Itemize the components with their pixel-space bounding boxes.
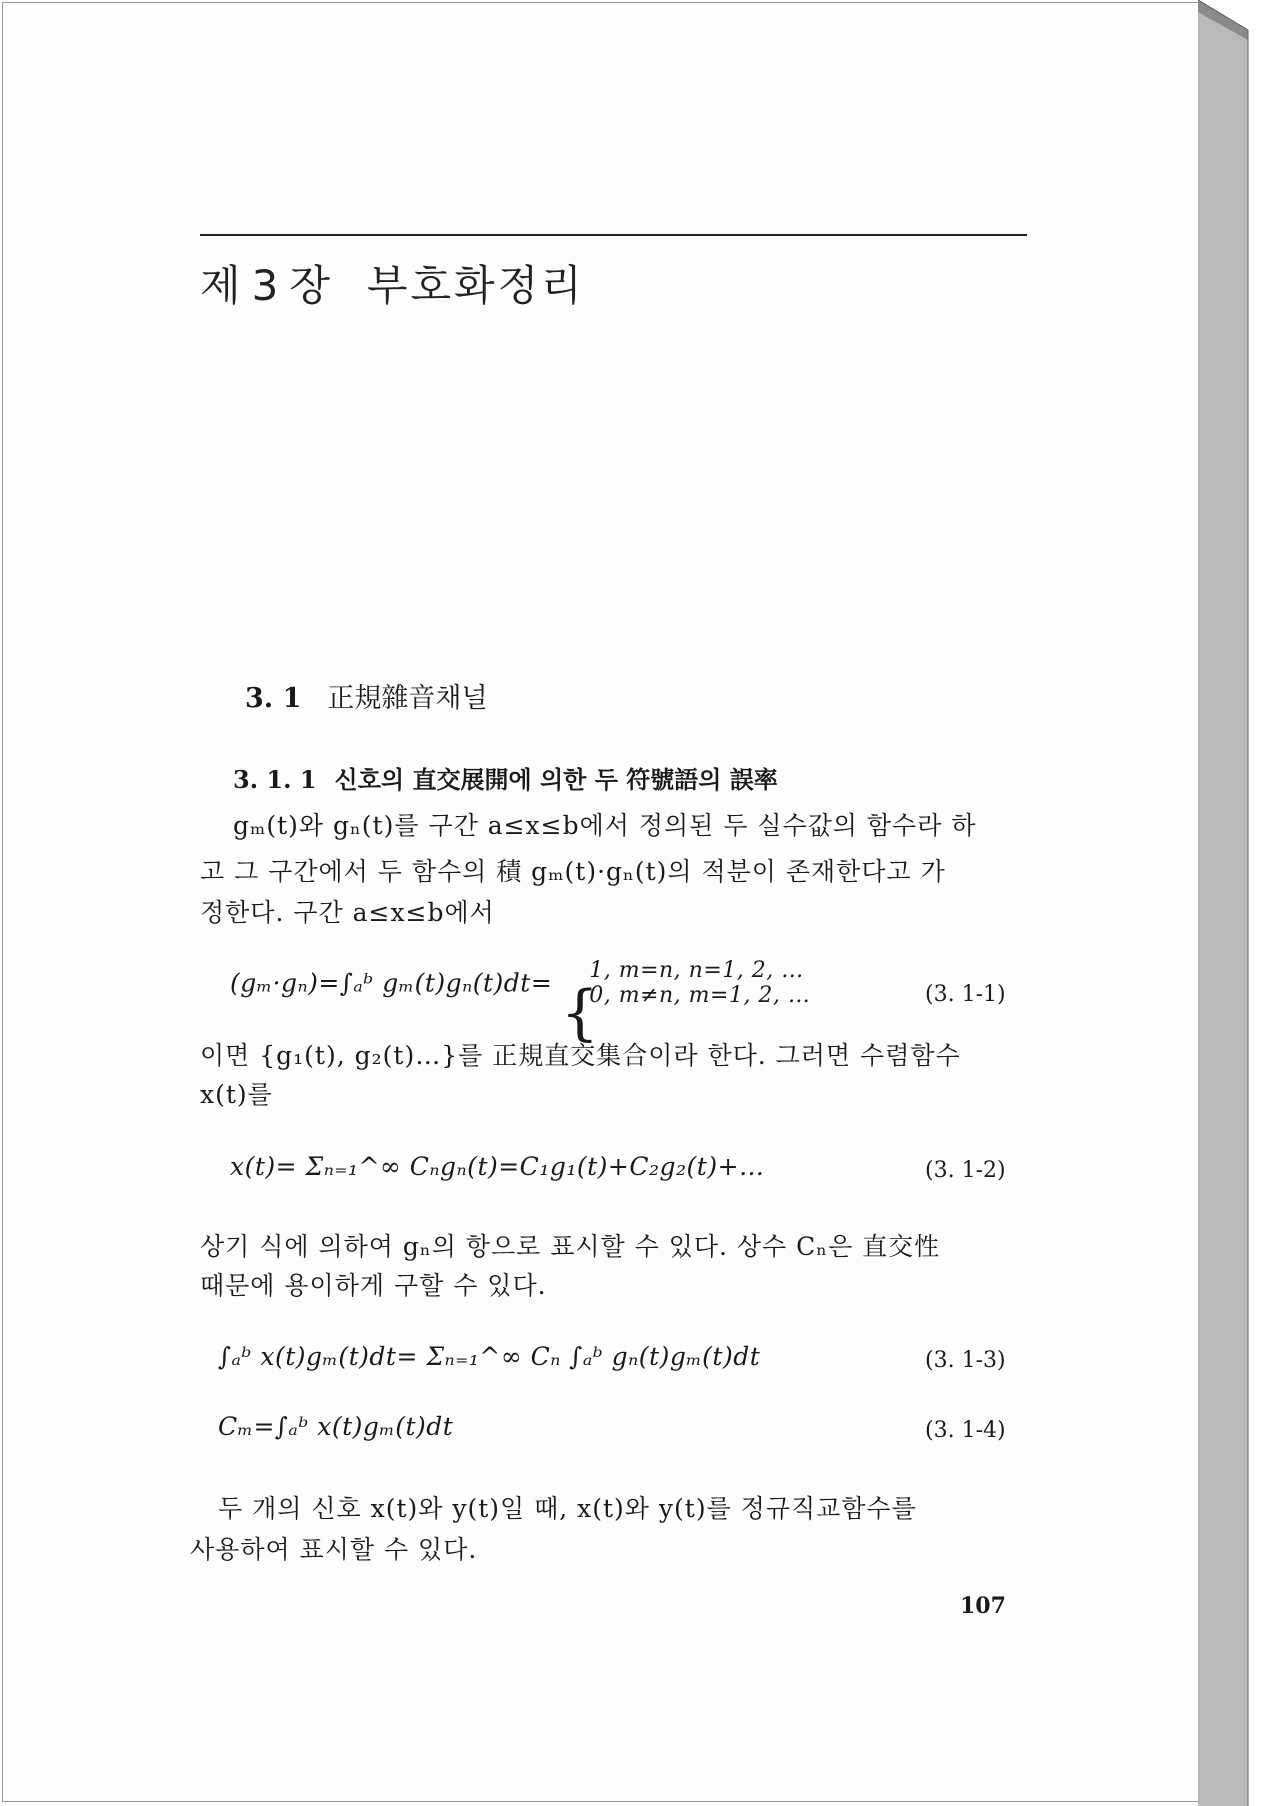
equation-3-1-1 [230, 958, 811, 1048]
paragraph-line: 두 개의 신호 x(t)와 y(t)일 때, x(t)와 y(t)를 정규직교함수를 [218, 1494, 917, 1523]
paragraph-line: 때문에 용이하게 구할 수 있다. [200, 1271, 547, 1300]
equation-3-1-3: ∫ₐᵇ x(t)gₘ(t)dt= Σₙ₌₁^∞ Cₙ ∫ₐᵇ gₙ(t)gₘ(t)dt [218, 1342, 761, 1371]
equation-number: (3. 1-3) [925, 1348, 1006, 1373]
paragraph-line: 상기 식에 의하여 gₙ의 항으로 표시할 수 있다. 상수 Cₙ은 直交性 [200, 1232, 941, 1261]
chapter-name: 부호화정리 [366, 261, 585, 310]
cases-brace: { [560, 977, 600, 1048]
paragraph-line: gₘ(t)와 gₙ(t)를 구간 a≤x≤b에서 정의된 두 실수값의 함수라 하 [233, 811, 977, 840]
chapter-title [200, 253, 585, 313]
section-title: 正規雜音채널 [327, 683, 488, 714]
paragraph-line: 고 그 구간에서 두 함수의 積 gₘ(t)·gₙ(t)의 적분이 존재한다고 가 [200, 857, 946, 886]
equation-3-1-4: Cₘ=∫ₐᵇ x(t)gₘ(t)dt [218, 1412, 454, 1441]
equation-number: (3. 1-1) [925, 982, 1006, 1007]
equation-case: 0, m≠n, m=1, 2, … [589, 983, 811, 1008]
paragraph-line: x(t)를 [200, 1080, 273, 1109]
page-stack-edge [1198, 0, 1269, 1806]
subsection-number: 3. 1. 1 [233, 765, 317, 794]
paragraph-line: 이면 {g₁(t), g₂(t)…}를 正規直交集合이라 한다. 그러면 수렴함수 [200, 1041, 961, 1070]
equation-number: (3. 1-4) [925, 1418, 1006, 1443]
equation-case: 1, m=n, n=1, 2, … [589, 958, 804, 983]
page-sheet [2, 2, 1200, 1802]
chapter-prefix: 제 [200, 261, 244, 310]
equation-number: (3. 1-2) [925, 1158, 1006, 1183]
paragraph-line: 사용하여 표시할 수 있다. [190, 1535, 478, 1564]
section-number: 3. 1 [245, 683, 302, 714]
equation-lhs: (gₘ·gₙ)=∫ₐᵇ gₘ(t)gₙ(t)dt= [230, 968, 553, 998]
subsection-heading [233, 760, 778, 795]
chapter-number: 3 [251, 261, 282, 310]
equation-3-1-2: x(t)= Σₙ₌₁^∞ Cₙgₙ(t)=C₁g₁(t)+C₂g₂(t)+… [230, 1152, 765, 1181]
paragraph-line: 정한다. 구간 a≤x≤b에서 [200, 898, 495, 927]
chapter-rule [200, 234, 1027, 236]
subsection-title: 신호의 直交展開에 의한 두 符號語의 誤率 [334, 766, 778, 794]
page-number: 107 [960, 1593, 1006, 1619]
chapter-suffix: 장 [289, 261, 333, 310]
section-heading [245, 676, 488, 715]
